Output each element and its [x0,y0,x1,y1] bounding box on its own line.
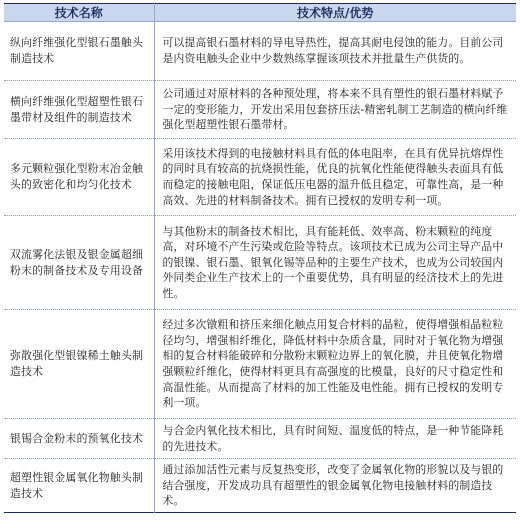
tech-desc-cell: 采用该技术得到的电接触材料具有低的体电阻率，在具有优异抗熔焊性的同时具有较高的抗烧损性能，优良的抗氧化性能使得触头表面具有低而稳定的接触电阻，保证低压电器的温升低且稳定，可靠性高，是一种高效、先进的材料制备技术。拥有已授权的发明专利一项。 [154,139,516,216]
tech-name-cell: 双流雾化法银及银金属超细粉末的制备技术及专用设备 [4,216,154,310]
tech-desc-cell: 与其他粉末的制备技术相比，具有能耗低、效率高、粉末颗粒的纯度高，对环境不产生污染或危险等特点。该项技术已成为公司主导产品中的银镍、银石墨、银氧化锡等品种的主要生产技术，也成为公司较国内外同类企业生产技术上的一个重要优势，具有明显的经济技术上的先进性。 [154,216,516,310]
table-row [4,459,516,513]
column-header-tech-features: 技术特点/优势 [154,4,516,22]
table-row [4,22,516,81]
tech-name-cell: 横向纤维强化型超塑性银石墨带材及组件的制造技术 [4,81,154,139]
tech-name-cell: 纵向纤维强化型银石墨触头制造技术 [4,22,154,81]
table-row [4,310,516,419]
table-row [4,139,516,216]
column-header-tech-name: 技术名称 [4,4,154,22]
tech-desc-cell: 通过添加活性元素与反复热变形，改变了金属氧化物的形貌以及与银的结合强度，开发成功具有超塑性的银金属氧化物电接触材料的制造技术。 [162,463,504,508]
tech-desc-cell: 可以提高银石墨材料的导电导热性，提高其耐电侵蚀的能力。目前公司是内资电触头企业中少数熟练掌握该项技术并批量生产供货的。 [154,22,516,81]
tech-desc-cell: 公司通过对原材料的各种预处理，将本来不具有塑性的银石墨材料赋予一定的变形能力，开发出采用包套挤压法-精密轧制工艺制造的横向纤维强化型超塑性银石墨带材。 [154,81,516,139]
table-row [4,419,516,459]
table-header-row [4,4,516,22]
tech-name-cell: 弥散强化型银镍稀土触头制造技术 [4,310,154,419]
tech-name-cell: 超塑性银金属氧化物触头制造技术 [4,459,154,513]
table-row [4,81,516,139]
tech-name-cell: 银锡合金粉末的预氧化技术 [4,419,154,459]
table-row [4,216,516,310]
technology-table [4,3,516,513]
tech-desc-cell: 经过多次镦粗和挤压来细化触点用复合材料的晶粒，使得增强相晶粒粒径均匀，增强相纤维化，降低材料中杂质含量，同时对于氧化物为增强相的复合材料能破碎和分散粉末颗粒边界上的氧化膜，并且使氧化物增强颗粒纤维化，使得材料更具有高强度的比模量，良好的尺寸稳定性和高温性能。从而提高了材料的加工性能及电性能。拥有已授权的发明专利一项。 [154,310,516,419]
tech-name-cell: 多元颗粒强化型粉末冶金触头的致密化和均匀化技术 [4,139,154,216]
tech-desc-cell: 与合金内氧化技术相比，具有时间短、温度低的特点，是一种节能降耗的先进技术。 [154,419,516,459]
